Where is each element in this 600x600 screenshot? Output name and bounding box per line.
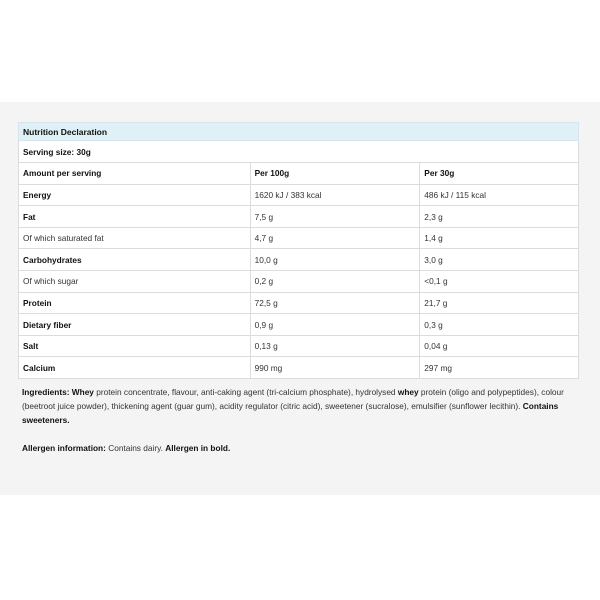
row-per30: 3,0 g xyxy=(420,249,579,271)
nutrition-card xyxy=(18,122,579,455)
row-per30: 2,3 g xyxy=(420,206,579,228)
ingredients-label: Ingredients: xyxy=(22,387,70,398)
serving-row xyxy=(19,141,579,163)
row-per100: 7,5 g xyxy=(250,206,420,228)
ingredient-whey: Whey xyxy=(71,387,94,398)
row-label: Fat xyxy=(19,206,251,228)
allergen-bold-note: Allergen in bold. xyxy=(165,443,231,454)
row-per100: 72,5 g xyxy=(250,292,420,314)
row-label: Of which saturated fat xyxy=(19,227,251,249)
nutrition-table xyxy=(18,141,579,379)
header-per100: Per 100g xyxy=(250,163,420,185)
table-row xyxy=(19,184,579,206)
row-per100: 10,0 g xyxy=(250,249,420,271)
contains-sweeteners: Contains sweeteners. xyxy=(22,401,559,426)
ingredients-text xyxy=(22,385,575,427)
row-per100: 0,2 g xyxy=(250,271,420,293)
allergen-label: Allergen information: xyxy=(22,443,106,454)
row-per30: 297 mg xyxy=(420,357,579,379)
row-per30: 486 kJ / 115 kcal xyxy=(420,184,579,206)
header-row xyxy=(19,163,579,185)
row-per30: 0,04 g xyxy=(420,335,579,357)
row-per100: 4,7 g xyxy=(250,227,420,249)
row-label: Of which sugar xyxy=(19,271,251,293)
nutrition-title: Nutrition Declaration xyxy=(18,122,579,141)
row-label: Carbohydrates xyxy=(19,249,251,271)
row-label: Energy xyxy=(19,184,251,206)
row-per100: 990 mg xyxy=(250,357,420,379)
table-row xyxy=(19,227,579,249)
table-row xyxy=(19,271,579,293)
table-row xyxy=(19,335,579,357)
ingredients-block xyxy=(18,379,579,455)
row-per30: 21,7 g xyxy=(420,292,579,314)
header-per30: Per 30g xyxy=(420,163,579,185)
row-per30: 1,4 g xyxy=(420,227,579,249)
ingredients-part: protein concentrate, flavour, anti-caking agent (tri-calcium phosphate), hydrolysed xyxy=(93,387,398,398)
row-label: Calcium xyxy=(19,357,251,379)
row-label: Salt xyxy=(19,335,251,357)
row-per100: 0,13 g xyxy=(250,335,420,357)
header-label: Amount per serving xyxy=(19,163,251,185)
table-row xyxy=(19,249,579,271)
row-per30: 0,3 g xyxy=(420,314,579,336)
row-label: Dietary fiber xyxy=(19,314,251,336)
row-per30: <0,1 g xyxy=(420,271,579,293)
allergen-text xyxy=(22,441,575,455)
table-row xyxy=(19,292,579,314)
allergen-part: Contains dairy. xyxy=(105,443,166,454)
row-per100: 1620 kJ / 383 kcal xyxy=(250,184,420,206)
serving-size: Serving size: 30g xyxy=(19,141,579,163)
table-row xyxy=(19,357,579,379)
ingredients-part: protein (oligo and polypeptides), colour (beetroot juice powder), thickening agent (guar gum), acidity regulator (citric acid), sweetener (sucralose), emulsifier (sunflower lecithin). xyxy=(22,387,564,412)
table-row xyxy=(19,314,579,336)
table-row xyxy=(19,206,579,228)
row-per100: 0,9 g xyxy=(250,314,420,336)
ingredient-whey-2: whey xyxy=(397,387,419,398)
row-label: Protein xyxy=(19,292,251,314)
